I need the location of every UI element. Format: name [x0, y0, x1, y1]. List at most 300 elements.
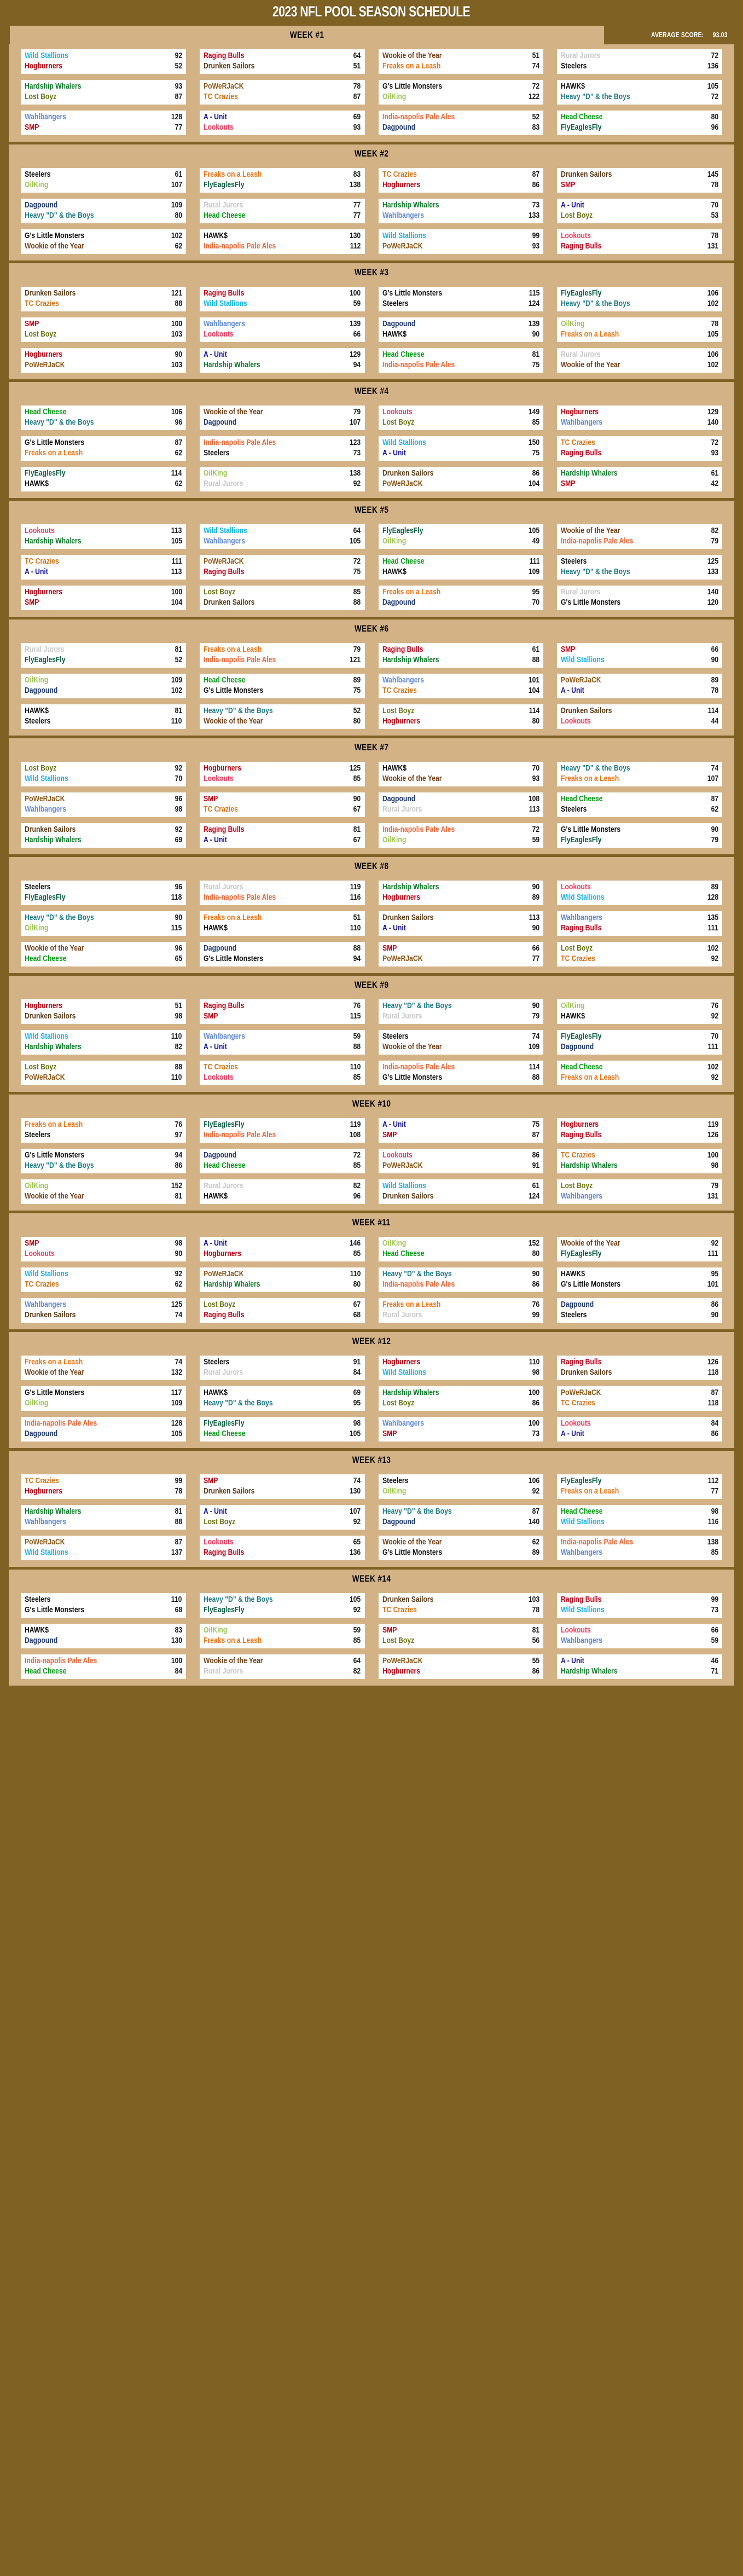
game-card[interactable] — [379, 436, 544, 461]
game-team-line — [382, 1280, 540, 1290]
team-name: G's Little Monsters — [561, 598, 621, 607]
game-card[interactable] — [557, 762, 722, 786]
game-team-line — [204, 82, 361, 92]
team-score: 86 — [711, 1300, 718, 1309]
game-card[interactable] — [200, 762, 365, 786]
game-card[interactable] — [379, 792, 544, 817]
team-score: 96 — [711, 123, 718, 132]
game-card[interactable] — [557, 1237, 722, 1261]
game-card[interactable] — [21, 911, 186, 936]
game-card[interactable] — [379, 762, 544, 786]
game-card[interactable] — [200, 49, 365, 74]
game-card[interactable] — [21, 436, 186, 461]
game-card[interactable] — [200, 1593, 365, 1618]
game-card[interactable] — [557, 467, 722, 491]
game-card[interactable] — [379, 1267, 544, 1292]
team-name: Wild Stallions — [382, 231, 426, 240]
team-name: Wild Stallions — [203, 299, 247, 308]
game-team-line — [382, 1001, 540, 1011]
game-team-line — [25, 1032, 182, 1042]
game-card[interactable] — [200, 111, 365, 135]
team-score: 76 — [532, 1300, 540, 1309]
game-team-line — [382, 1486, 540, 1497]
team-score: 105 — [171, 537, 182, 546]
game-team-line — [382, 882, 540, 893]
team-score: 98 — [175, 1012, 182, 1021]
game-team-line — [382, 288, 540, 299]
game-card[interactable] — [21, 1417, 186, 1442]
games-grid — [9, 1232, 734, 1325]
game-card[interactable] — [557, 1061, 722, 1085]
game-card[interactable] — [379, 1386, 544, 1411]
game-card[interactable] — [379, 317, 544, 342]
team-name: Head Cheese — [203, 1161, 246, 1170]
games-row — [21, 287, 722, 311]
game-team-line — [561, 180, 718, 190]
game-card[interactable] — [379, 1237, 544, 1261]
team-name: Freaks on a Leash — [25, 449, 83, 458]
game-card[interactable] — [200, 555, 365, 580]
team-score: 72 — [353, 557, 361, 566]
game-card[interactable] — [200, 1417, 365, 1442]
game-card[interactable] — [200, 792, 365, 817]
game-card[interactable] — [21, 1356, 186, 1380]
team-name: PoWeRJaCK — [561, 676, 601, 685]
team-name: Hogburners — [382, 717, 420, 726]
game-card[interactable] — [200, 999, 365, 1024]
team-name: Wild Stallions — [25, 774, 68, 783]
game-card[interactable] — [557, 348, 722, 373]
team-score: 114 — [529, 1063, 540, 1072]
game-card[interactable] — [557, 1536, 722, 1560]
team-name: OilKing — [561, 320, 585, 328]
game-team-line — [204, 1238, 361, 1249]
team-score: 118 — [171, 893, 182, 902]
game-card[interactable] — [557, 1118, 722, 1143]
team-score: 108 — [350, 1131, 361, 1139]
game-card[interactable] — [200, 1386, 365, 1411]
team-name: Wahlbangers — [382, 1419, 424, 1428]
game-card[interactable] — [557, 942, 722, 966]
game-card[interactable] — [200, 406, 365, 430]
game-card[interactable] — [21, 287, 186, 311]
team-score: 51 — [175, 1002, 182, 1010]
week-block — [8, 1212, 735, 1330]
game-card[interactable] — [379, 229, 544, 254]
game-card[interactable] — [557, 1474, 722, 1499]
game-card[interactable] — [557, 1505, 722, 1530]
team-score: 74 — [711, 764, 718, 773]
team-score: 100 — [171, 1657, 182, 1665]
game-card[interactable] — [200, 942, 365, 966]
game-team-line — [25, 1419, 182, 1429]
game-card[interactable] — [557, 80, 722, 105]
week-block — [8, 23, 735, 143]
game-card[interactable] — [379, 406, 544, 430]
team-name: Heavy "D" & the Boys — [382, 1507, 452, 1516]
game-team-line — [382, 170, 540, 180]
team-name: Freaks on a Leash — [382, 1300, 440, 1309]
game-card[interactable] — [200, 524, 365, 549]
team-score: 133 — [528, 211, 540, 220]
game-card[interactable] — [21, 881, 186, 905]
game-card[interactable] — [379, 1536, 544, 1560]
game-card[interactable] — [557, 704, 722, 729]
game-card[interactable] — [557, 1356, 722, 1380]
game-card[interactable] — [379, 199, 544, 223]
game-card[interactable] — [200, 1061, 365, 1085]
games-row — [21, 555, 722, 580]
game-card[interactable] — [557, 1624, 722, 1648]
game-card[interactable] — [21, 168, 186, 193]
game-card[interactable] — [21, 1386, 186, 1411]
game-card[interactable] — [557, 1149, 722, 1173]
game-team-line — [25, 567, 182, 577]
game-card[interactable] — [21, 229, 186, 254]
game-team-line — [382, 1419, 540, 1429]
team-score: 75 — [353, 686, 361, 695]
game-team-line — [382, 407, 540, 418]
game-card[interactable] — [557, 586, 722, 610]
game-team-line — [561, 200, 718, 211]
game-card[interactable] — [200, 1237, 365, 1261]
game-card[interactable] — [200, 1267, 365, 1292]
game-team-line — [382, 1429, 540, 1439]
game-card[interactable] — [557, 911, 722, 936]
team-name: HAWK$ — [25, 1626, 49, 1635]
game-team-line — [25, 645, 182, 655]
team-name: Rural Jurors — [25, 645, 65, 654]
game-team-line — [25, 468, 182, 479]
team-name: Steelers — [25, 717, 51, 726]
game-card[interactable] — [557, 287, 722, 311]
game-card[interactable] — [379, 1474, 544, 1499]
game-card[interactable] — [21, 643, 186, 668]
team-name: Steelers — [25, 1131, 51, 1139]
game-card[interactable] — [379, 1356, 544, 1380]
game-card[interactable] — [557, 999, 722, 1024]
team-score: 86 — [532, 1399, 540, 1408]
game-card[interactable] — [21, 999, 186, 1024]
game-card[interactable] — [379, 467, 544, 491]
game-card[interactable] — [557, 1267, 722, 1292]
team-name: Wahlbangers — [203, 1032, 245, 1041]
team-score: 115 — [350, 1012, 361, 1021]
game-team-line — [561, 943, 718, 954]
game-card[interactable] — [557, 229, 722, 254]
games-row — [21, 1030, 722, 1055]
game-card[interactable] — [200, 674, 365, 698]
team-score: 72 — [532, 825, 540, 834]
game-card[interactable] — [21, 1061, 186, 1085]
game-card[interactable] — [21, 1474, 186, 1499]
game-card[interactable] — [200, 229, 365, 254]
game-card[interactable] — [21, 1536, 186, 1560]
game-card[interactable] — [557, 406, 722, 430]
game-team-line — [25, 1161, 182, 1171]
team-score: 85 — [353, 1073, 361, 1082]
team-score: 82 — [353, 1182, 361, 1190]
game-card[interactable] — [200, 348, 365, 373]
game-card[interactable] — [557, 1179, 722, 1204]
games-row — [21, 643, 722, 668]
game-card[interactable] — [379, 643, 544, 668]
week-title-bar — [9, 501, 734, 519]
game-card[interactable] — [557, 823, 722, 848]
team-name: Dagpound — [561, 1300, 594, 1309]
team-score: 80 — [711, 113, 718, 121]
team-name: Steelers — [382, 1477, 408, 1485]
team-name: G's Little Monsters — [382, 82, 442, 91]
team-score: 69 — [175, 836, 182, 844]
game-team-line — [382, 92, 540, 102]
game-card[interactable] — [200, 1505, 365, 1530]
game-card[interactable] — [21, 674, 186, 698]
team-name: Wookie of the Year — [561, 526, 620, 535]
game-card[interactable] — [200, 1149, 365, 1173]
team-name: FlyEaglesFly — [561, 1249, 602, 1258]
team-name: Heavy "D" & the Boys — [561, 92, 630, 101]
game-card[interactable] — [21, 1030, 186, 1055]
game-card[interactable] — [200, 467, 365, 491]
game-team-line — [25, 51, 182, 61]
game-card[interactable] — [21, 111, 186, 135]
game-card[interactable] — [200, 881, 365, 905]
game-card[interactable] — [379, 674, 544, 698]
team-score: 124 — [528, 1192, 540, 1201]
team-score: 72 — [353, 1151, 361, 1160]
game-card[interactable] — [557, 792, 722, 817]
game-card[interactable] — [379, 1118, 544, 1143]
game-card[interactable] — [200, 1298, 365, 1323]
games-grid — [9, 1469, 734, 1562]
team-score: 64 — [353, 51, 361, 60]
game-card[interactable] — [21, 80, 186, 105]
game-card[interactable] — [200, 317, 365, 342]
game-team-line — [25, 299, 182, 309]
team-score: 128 — [707, 893, 718, 902]
game-card[interactable] — [21, 524, 186, 549]
game-card[interactable] — [200, 1356, 365, 1380]
game-card[interactable] — [379, 1030, 544, 1055]
week-title-bar — [9, 1451, 734, 1469]
game-card[interactable] — [200, 199, 365, 223]
game-card[interactable] — [379, 80, 544, 105]
game-card[interactable] — [379, 704, 544, 729]
game-card[interactable] — [379, 942, 544, 966]
game-card[interactable] — [21, 317, 186, 342]
team-name: Hogburners — [203, 1249, 241, 1258]
game-card[interactable] — [557, 317, 722, 342]
game-card[interactable] — [21, 1298, 186, 1323]
game-card[interactable] — [379, 524, 544, 549]
game-team-line — [204, 418, 361, 428]
game-card[interactable] — [200, 80, 365, 105]
game-card[interactable] — [21, 704, 186, 729]
game-card[interactable] — [379, 1298, 544, 1323]
game-card[interactable] — [557, 199, 722, 223]
game-card[interactable] — [200, 643, 365, 668]
game-card[interactable] — [379, 555, 544, 580]
game-card[interactable] — [21, 1593, 186, 1618]
game-card[interactable] — [379, 287, 544, 311]
game-card[interactable] — [557, 1298, 722, 1323]
game-card[interactable] — [200, 586, 365, 610]
game-card[interactable] — [557, 436, 722, 461]
game-card[interactable] — [21, 1179, 186, 1204]
game-card[interactable] — [557, 881, 722, 905]
game-team-line — [382, 1388, 540, 1398]
team-score: 108 — [528, 795, 540, 803]
team-name: Wahlbangers — [25, 1518, 67, 1526]
game-card[interactable] — [21, 942, 186, 966]
team-name: Wild Stallions — [382, 1182, 426, 1190]
game-card[interactable] — [557, 524, 722, 549]
game-team-line — [25, 1269, 182, 1280]
game-card[interactable] — [21, 1267, 186, 1292]
team-name: SMP — [382, 1626, 397, 1635]
team-name: Heavy "D" & the Boys — [203, 707, 273, 715]
game-team-line — [382, 675, 540, 686]
game-team-line — [561, 1357, 718, 1368]
team-score: 84 — [175, 1667, 182, 1676]
game-card[interactable] — [557, 643, 722, 668]
game-card[interactable] — [21, 1118, 186, 1143]
game-card[interactable] — [21, 555, 186, 580]
team-name: Raging Bulls — [561, 1595, 602, 1604]
team-score: 42 — [711, 479, 718, 488]
game-card[interactable] — [379, 1417, 544, 1442]
game-card[interactable] — [379, 1654, 544, 1679]
game-card[interactable] — [200, 1654, 365, 1679]
average-score-cell — [605, 25, 734, 44]
game-team-line — [204, 567, 361, 577]
game-card[interactable] — [379, 881, 544, 905]
game-card[interactable] — [379, 348, 544, 373]
game-card[interactable] — [200, 911, 365, 936]
game-card[interactable] — [200, 1118, 365, 1143]
game-card[interactable] — [200, 1030, 365, 1055]
game-card[interactable] — [21, 1654, 186, 1679]
game-team-line — [382, 418, 540, 428]
game-team-line — [382, 1636, 540, 1646]
game-card[interactable] — [557, 1593, 722, 1618]
game-card[interactable] — [379, 1505, 544, 1530]
game-card[interactable] — [21, 49, 186, 74]
game-card[interactable] — [379, 823, 544, 848]
game-card[interactable] — [21, 762, 186, 786]
week-title-bar — [9, 976, 734, 994]
game-card[interactable] — [200, 436, 365, 461]
game-card[interactable] — [21, 1237, 186, 1261]
game-card[interactable] — [21, 792, 186, 817]
team-score: 46 — [711, 1657, 718, 1665]
team-name: Hogburners — [382, 1667, 420, 1676]
game-card[interactable] — [21, 348, 186, 373]
game-card[interactable] — [200, 1179, 365, 1204]
game-card[interactable] — [200, 1536, 365, 1560]
game-card[interactable] — [557, 1654, 722, 1679]
game-card[interactable] — [379, 1593, 544, 1618]
game-card[interactable] — [557, 1417, 722, 1442]
game-card[interactable] — [379, 1149, 544, 1173]
team-name: Lookouts — [561, 1626, 591, 1635]
game-card[interactable] — [379, 111, 544, 135]
team-score: 149 — [528, 408, 540, 416]
game-card[interactable] — [557, 674, 722, 698]
game-card[interactable] — [557, 111, 722, 135]
game-card[interactable] — [21, 1149, 186, 1173]
team-name: OilKing — [25, 1399, 49, 1408]
team-score: 106 — [707, 350, 718, 359]
game-team-line — [204, 954, 361, 964]
game-card[interactable] — [557, 49, 722, 74]
game-card[interactable] — [21, 199, 186, 223]
game-card[interactable] — [21, 406, 186, 430]
team-name: A - Unit — [203, 113, 227, 121]
game-team-line — [382, 241, 540, 252]
game-team-line — [561, 536, 718, 547]
game-team-line — [382, 82, 540, 92]
game-card[interactable] — [200, 823, 365, 848]
game-card[interactable] — [379, 49, 544, 74]
team-score: 111 — [708, 924, 718, 933]
game-card[interactable] — [379, 168, 544, 193]
game-team-line — [204, 241, 361, 252]
game-card[interactable] — [200, 704, 365, 729]
game-card[interactable] — [557, 1030, 722, 1055]
game-card[interactable] — [379, 1061, 544, 1085]
game-card[interactable] — [200, 168, 365, 193]
game-team-line — [204, 882, 361, 893]
game-card[interactable] — [21, 1505, 186, 1530]
team-name: FlyEaglesFly — [382, 526, 423, 535]
game-card[interactable] — [379, 1624, 544, 1648]
game-card[interactable] — [379, 586, 544, 610]
game-card[interactable] — [557, 168, 722, 193]
game-card[interactable] — [379, 1179, 544, 1204]
team-score: 105 — [350, 1429, 361, 1438]
team-score: 90 — [711, 1311, 718, 1319]
game-card[interactable] — [200, 1624, 365, 1648]
game-team-line — [382, 923, 540, 934]
team-name: Wild Stallions — [25, 1270, 68, 1278]
game-team-line — [561, 1625, 718, 1636]
team-name: TC Crazies — [25, 1477, 59, 1485]
game-card[interactable] — [557, 1386, 722, 1411]
team-score: 87 — [175, 1538, 182, 1547]
team-score: 92 — [353, 1606, 361, 1614]
game-card[interactable] — [21, 467, 186, 491]
game-team-line — [382, 567, 540, 577]
team-score: 102 — [171, 231, 182, 240]
game-card[interactable] — [200, 1474, 365, 1499]
team-score: 105 — [171, 1429, 182, 1438]
game-card[interactable] — [379, 911, 544, 936]
team-score: 112 — [707, 1477, 718, 1485]
game-card[interactable] — [379, 999, 544, 1024]
game-card[interactable] — [200, 287, 365, 311]
game-card[interactable] — [21, 1624, 186, 1648]
team-name: Raging Bulls — [203, 1002, 245, 1010]
team-name: Hogburners — [382, 181, 420, 189]
week-block — [8, 380, 735, 499]
game-card[interactable] — [21, 586, 186, 610]
game-card[interactable] — [21, 823, 186, 848]
game-card[interactable] — [557, 555, 722, 580]
team-score: 71 — [711, 1667, 718, 1676]
team-score: 51 — [353, 62, 361, 71]
